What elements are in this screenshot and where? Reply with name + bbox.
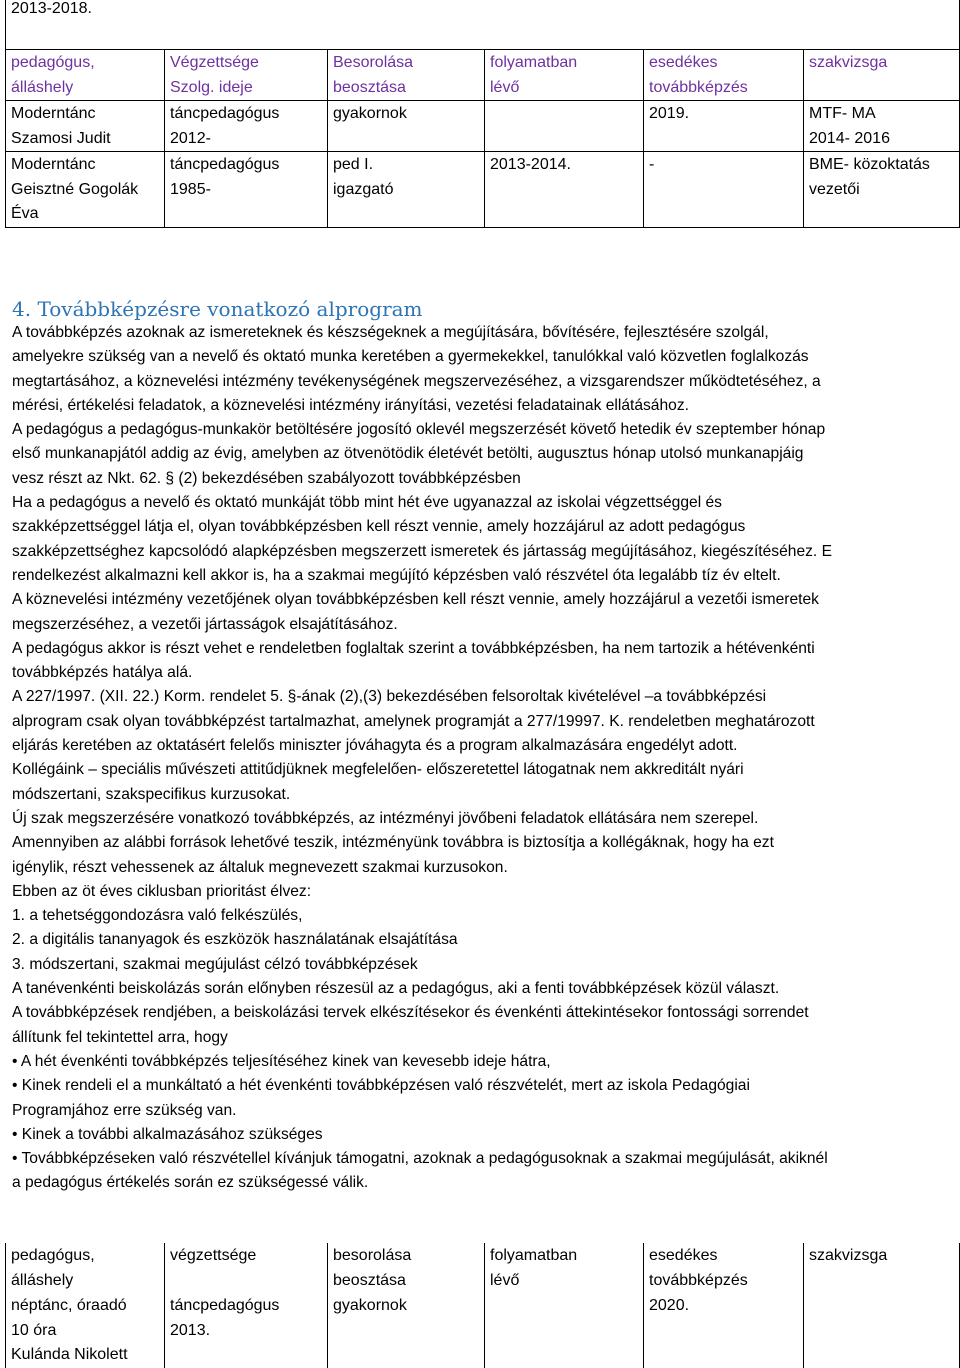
- body-text: [12, 321, 956, 1196]
- status-cell: ped I. igazgató: [328, 152, 485, 228]
- column-header: esedékes továbbképzés: [644, 50, 804, 101]
- body-line: • Kinek a további alkalmazásához szükséges: [12, 1125, 323, 1143]
- body-line: igénylik, részt vehessenek az általuk megnevezett szakmai kurzusokon.: [12, 858, 508, 876]
- exam-cell: [804, 1293, 960, 1368]
- status-cell: gyakornok: [328, 1293, 485, 1368]
- column-header: pedagógus, álláshely: [6, 50, 165, 101]
- body-line: • Kinek rendeli el a munkáltató a hét évenkénti továbbképzésen való részvételét, mert az iskola Pedagógiai: [12, 1077, 750, 1095]
- section-number: 4.: [12, 297, 32, 321]
- column-header: végzettsége: [165, 1243, 328, 1293]
- body-line: A továbbképzés azoknak az ismereteknek és készségeknek a megújítására, bővítésére, fejlesztésére szolgál,: [12, 324, 769, 341]
- body-line: A 227/1997. (XII. 22.) Korm. rendelet 5. §-ának (2),(3) bekezdésében felsoroltak kivételével –a továbbképzési: [12, 688, 767, 706]
- body-line: amelyekre szükség van a nevelő és oktató munka keretében a gyermekekkel, tanulókkal való közvetlen foglalkozás: [12, 348, 809, 366]
- body-line: módszertani, szakspecifikus kurzusokat.: [12, 785, 291, 803]
- column-header: esedékes továbbképzés: [644, 1243, 804, 1293]
- due-training-cell: -: [644, 152, 804, 228]
- table-row: [6, 1293, 960, 1368]
- body-line: mérési, értékelési feladatok, a köznevelési intézmény irányítási, vezetési feladatainak ellátásához.: [12, 396, 689, 414]
- ongoing-cell: 2013-2014.: [485, 152, 644, 228]
- column-header: Végzettsége Szolg. ideje: [165, 50, 328, 101]
- teacher-training-table-bottom: [5, 1243, 960, 1368]
- body-line: A továbbképzések rendjében, a beiskolázási tervek elkészítésekor és évenkénti áttekintésekor fontossági sorrendet: [12, 1004, 809, 1022]
- column-header: folyamatban lévő: [485, 1243, 644, 1293]
- body-line: • Továbbképzéseken való részvétellel kívánjuk támogatni, azoknak a pedagógusoknak a szakmai megújulását, akiknél: [12, 1150, 828, 1168]
- body-line: Kollégáink – speciális művészeti attitűdjüknek megfelelően- előszeretettel látogatnak nem akkreditált nyári: [12, 761, 744, 779]
- body-line: szakképzettséggel látja el, olyan továbbképzésben kell részt vennie, amely hozzájárul az adott pedagógus: [12, 518, 746, 536]
- teacher-name-cell: Moderntánc Geisztné Gogolák Éva: [6, 152, 165, 228]
- column-header: Besorolása beosztása: [328, 50, 485, 101]
- column-header: besorolása beosztása: [328, 1243, 485, 1293]
- body-line: • A hét évenkénti továbbképzés teljesítéséhez kinek van kevesebb ideje hátra,: [12, 1052, 551, 1070]
- body-line: A köznevelési intézmény vezetőjének olyan továbbképzésben kell részt vennie, amely hozzájárul a vezetői ismeretek: [12, 591, 819, 609]
- table-period: 2013-2018.: [11, 0, 92, 17]
- column-header: szakvizsga: [804, 1243, 960, 1293]
- teacher-training-table-2013: [5, 0, 960, 228]
- ongoing-cell: [485, 1293, 644, 1368]
- table-row: [6, 101, 960, 152]
- body-line: állítunk fel tekintettel arra, hogy: [12, 1028, 228, 1046]
- column-header: pedagógus, álláshely: [6, 1243, 165, 1293]
- ongoing-cell: [485, 101, 644, 152]
- table-row: [6, 152, 960, 228]
- body-line: rendelkezést alkalmazni kell akkor is, ha a szakmai megújító képzésben való részvétel óta legalább tíz év eltelt.: [12, 566, 781, 584]
- exam-cell: BME- közoktatás vezetői: [804, 152, 960, 228]
- due-training-cell: 2020.: [644, 1293, 804, 1368]
- teacher-name-cell: Moderntánc Szamosi Judit: [6, 101, 165, 152]
- body-line: 1. a tehetséggondozásra való felkészülés,: [12, 907, 303, 925]
- body-line: eljárás keretében az oktatásért felelős miniszter jóváhagyta és a program alkalmazására engedélyt adott.: [12, 737, 738, 755]
- body-line: 2. a digitális tananyagok és eszközök használatának elsajátítása: [12, 931, 458, 949]
- body-line: első munkanapjától addig az évig, amelyben az ötvenötödik életévét betölti, augusztus hónap utolsó munkanapjáig: [12, 445, 804, 463]
- body-line: Új szak megszerzésére vonatkozó továbbképzés, az intézményi jövőbeni feladatok ellátására nem szerepel.: [12, 809, 759, 827]
- exam-cell: MTF- MA 2014- 2016: [804, 101, 960, 152]
- table-period-cell: [6, 0, 960, 50]
- body-line: megtartásához, a köznevelési intézmény tevékenységének megszervezéséhez, a vizsgarendszer működtetéséhez, a: [12, 372, 821, 390]
- body-line: a pedagógus értékelés során ez szükségessé válik.: [12, 1174, 369, 1192]
- column-header: folyamatban lévő: [485, 50, 644, 101]
- column-header: szakvizsga: [804, 50, 960, 101]
- body-line: Ha a pedagógus a nevelő és oktató munkáját több mint hét éve ugyanazzal az iskolai végzettséggel és: [12, 494, 722, 512]
- body-line: Programjához erre szükség van.: [12, 1101, 237, 1119]
- body-line: A tanévenkénti beiskolázás során előnyben részesül az a pedagógus, aki a fenti továbbképzések közül választ.: [12, 980, 780, 998]
- body-line: továbbképzés hatálya alá.: [12, 664, 193, 682]
- body-line: A pedagógus a pedagógus-munkakör betöltésére jogosító oklevél megszerzését követő hetedik év szeptember hónap: [12, 421, 826, 439]
- body-line: vesz részt az Nkt. 62. § (2) bekezdésében szabályozott továbbképzésben: [12, 469, 521, 487]
- body-line: szakképzettséghez kapcsolódó alapképzésben megszerzett ismeretek és jártasság megújításához, kiegészítéséhez. E: [12, 542, 832, 560]
- body-line: Amennyiben az alábbi források lehetővé teszik, intézményünk továbbra is biztosítja a kollégáknak, hogy ha ezt: [12, 834, 774, 852]
- section-heading: [12, 296, 423, 322]
- body-line: Ebben az öt éves ciklusban prioritást élvez:: [12, 882, 312, 900]
- due-training-cell: 2019.: [644, 101, 804, 152]
- section-title: Továbbképzésre vonatkozó alprogram: [37, 297, 423, 321]
- teacher-name-cell: néptánc, óraadó 10 óra Kulánda Nikolett: [6, 1293, 165, 1368]
- status-cell: gyakornok: [328, 101, 485, 152]
- body-line: 3. módszertani, szakmai megújulást célzó továbbképzések: [12, 955, 418, 973]
- body-line: A pedagógus akkor is részt vehet e rendeletben foglaltak szerint a továbbképzésben, ha nem tartozik a hétévenkénti: [12, 639, 815, 657]
- qualification-cell: táncpedagógus 2012-: [165, 101, 328, 152]
- body-line: megszerzéséhez, a vezetői jártasságok elsajátításához.: [12, 615, 398, 633]
- qualification-cell: táncpedagógus 2013.: [165, 1293, 328, 1368]
- qualification-cell: táncpedagógus 1985-: [165, 152, 328, 228]
- body-line: alprogram csak olyan továbbképzést tartalmazhat, amelynek programját a 277/19997. K. rendeletben meghatározott: [12, 712, 815, 730]
